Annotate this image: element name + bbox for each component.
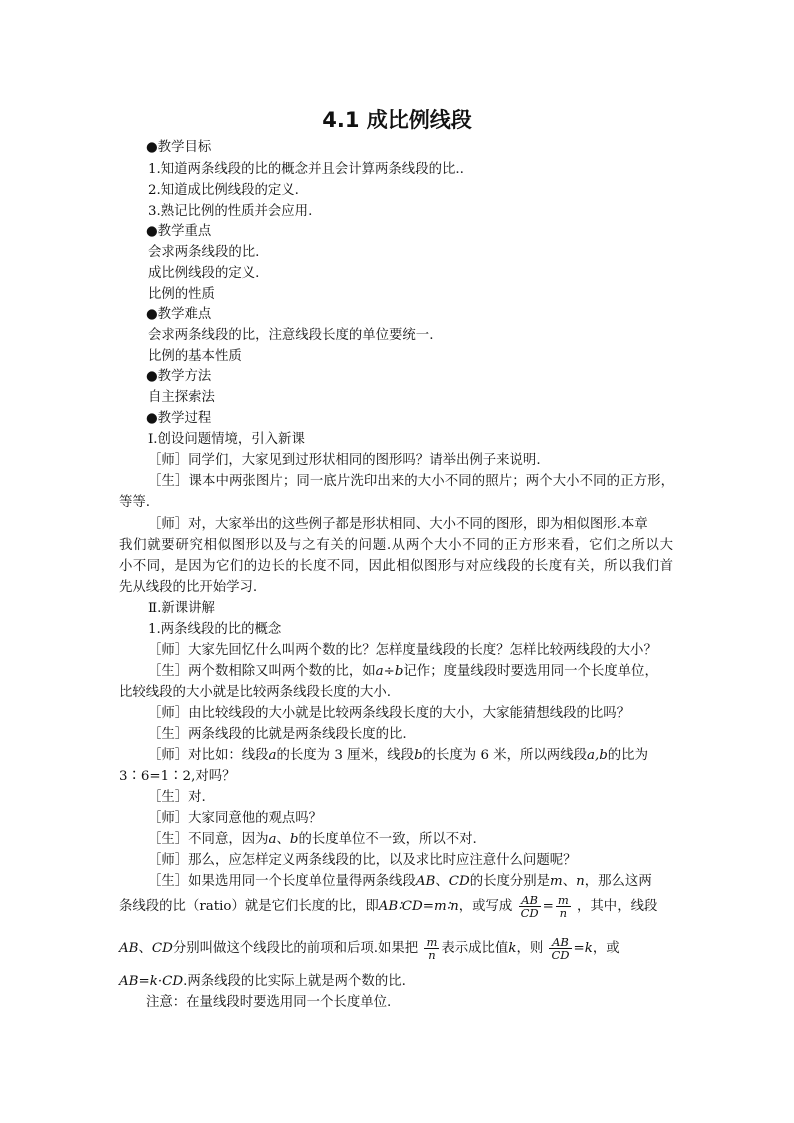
key-point-1: 会求两条线段的比. — [148, 245, 260, 260]
paragraph-line: ［生］不同意，因为a、b的长度单位不一致，所以不对. — [148, 832, 477, 847]
paragraph-line: ［生］课本中两张图片；同一底片洗印出来的大小不同的照片；两个大小不同的正方形， — [148, 474, 674, 489]
paragraph-line: 先从线段的比开始学习. — [119, 580, 258, 595]
page-title: 4.1 成比例线段 — [322, 108, 472, 132]
method-1: 自主探索法 — [148, 390, 215, 405]
paragraph-line: ［师］对，大家举出的这些例子都是形状相同、大小不同的图形，即为相似图形.本章 — [148, 517, 648, 532]
formula-line: AB、CD分别叫做这个线段比的前项和后项.如果把 $\frac{m}{n}$ 表示成比值k，则 $\frac{AB}{CD}$ =k，或 — [119, 935, 620, 962]
difficulty-2: 比例的基本性质 — [148, 349, 242, 364]
key-point-3: 比例的性质 — [148, 287, 215, 302]
formula-line: 条线段的比（ratio）就是它们长度的比，即AB∶CD=m∶n，或写成 $\frac{AB}{CD}$ = $\frac{m}{n}$ ，其中，线段 — [119, 893, 658, 920]
fraction-m-n: $\frac{m}{n}$ — [557, 893, 569, 920]
paragraph-line: ［师］大家先回忆什么叫两个数的比？怎样度量线段的长度？怎样比较两线段的大小？ — [148, 643, 657, 658]
note-line: 注意：在量线段时要选用同一个长度单位. — [146, 995, 392, 1010]
paragraph-line: 3∶6=1∶2,对吗？ — [119, 769, 236, 784]
objective-3: 3.熟记比例的性质并会应用. — [148, 204, 313, 219]
section-heading-methods: ●教学方法 — [146, 369, 212, 384]
section-heading-difficulties: ●教学难点 — [146, 307, 212, 322]
difficulty-1: 会求两条线段的比，注意线段长度的单位要统一. — [148, 328, 434, 343]
paragraph-line: ［生］如果选用同一个长度单位量得两条线段AB、CD的长度分别是m、n，那么这两 — [148, 874, 652, 889]
key-point-2: 成比例线段的定义. — [148, 266, 260, 281]
paragraph-line: ［师］那么，应怎样定义两条线段的比，以及求比时应注意什么问题呢？ — [148, 853, 577, 868]
section-heading-objectives: ●教学目标 — [146, 140, 212, 155]
paragraph-line: ［师］对比如：线段a的长度为 3 厘米，线段b的长度为 6 米，所以两线段a,b的比为 — [148, 748, 648, 763]
fraction-ab-cd: $\frac{AB}{CD}$ — [551, 935, 570, 962]
paragraph-line: AB=k·CD.两条线段的比实际上就是两个数的比. — [119, 974, 406, 989]
paragraph-line: ［生］两条线段的比就是两条线段长度的比. — [148, 727, 407, 742]
paragraph-line: ［师］大家同意他的观点吗？ — [148, 811, 323, 826]
paragraph-line: 比较线段的大小就是比较两条线段长度的大小. — [119, 685, 392, 700]
paragraph-line: ［师］由比较线段的大小就是比较两条线段长度的大小，大家能猜想线段的比吗？ — [148, 706, 631, 721]
paragraph-line: ［师］同学们，大家见到过形状相同的图形吗？请举出例子来说明. — [148, 453, 541, 468]
fraction-m-n: $\frac{m}{n}$ — [426, 935, 438, 962]
paragraph-line: 我们就要研究相似图形以及与之有关的问题.从两个大小不同的正方形来看，它们之所以大 — [119, 538, 673, 553]
process-part-1-heading: Ⅰ.创设问题情境，引入新课 — [148, 432, 305, 447]
paragraph-line: 小不同，是因为它们的边长的长度不同，因此相似图形与对应线段的长度有关，所以我们首 — [119, 559, 673, 574]
section-heading-process: ●教学过程 — [146, 411, 212, 426]
objective-1: 1.知道两条线段的比的概念并且会计算两条线段的比.. — [148, 162, 464, 177]
fraction-ab-cd: $\frac{AB}{CD}$ — [520, 893, 539, 920]
subsection-heading: 1.两条线段的比的概念 — [148, 622, 282, 637]
section-heading-key-points: ●教学重点 — [146, 224, 212, 239]
objective-2: 2.知道成比例线段的定义. — [148, 183, 299, 198]
process-part-2-heading: Ⅱ.新课讲解 — [148, 601, 215, 616]
paragraph-line: ［生］两个数相除又叫两个数的比，如a÷b记作；度量线段时要选用同一个长度单位， — [148, 664, 658, 679]
paragraph-line: ［生］对. — [148, 790, 206, 805]
paragraph-line: 等等. — [119, 495, 151, 510]
